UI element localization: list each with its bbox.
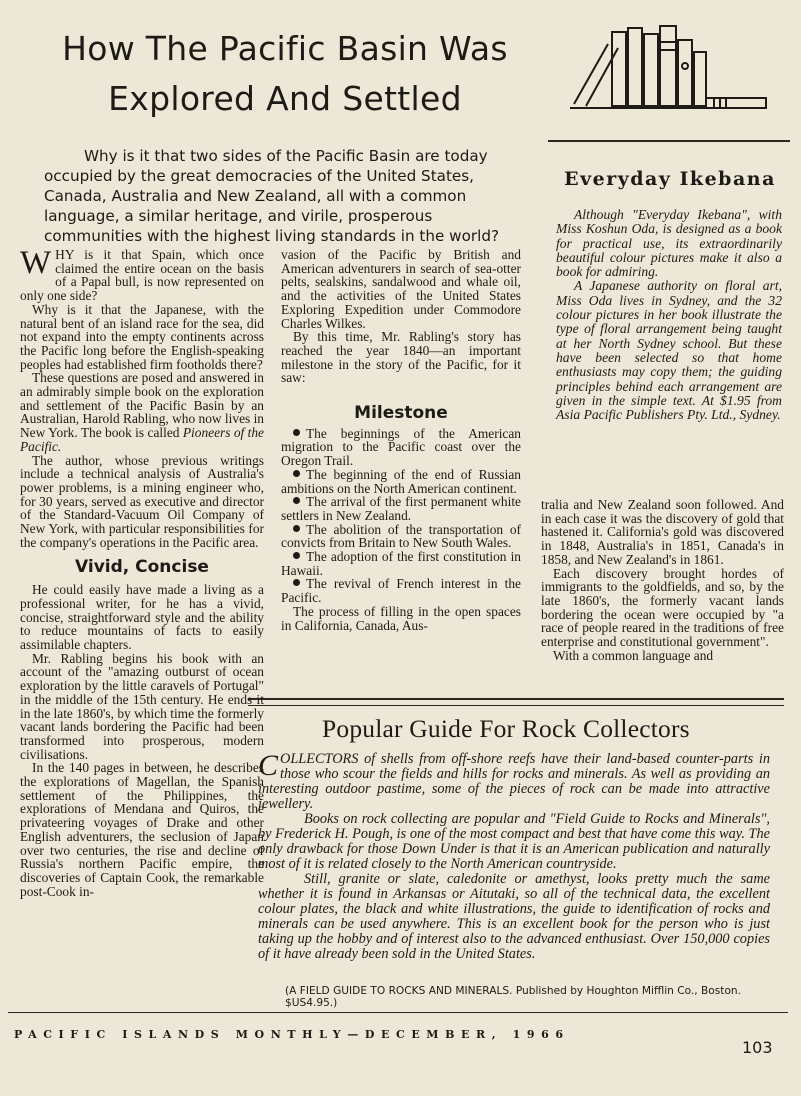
- col3-paragraph-3: With a common language and: [553, 647, 714, 663]
- col1-p3-text: These questions are posed and answered in an admirably simple book on the exploration and settlement of the Pacific Basin by an Australian, Harold Rabling, who now lives in New York. The book is called: [20, 370, 264, 441]
- bullet-icon: [293, 470, 300, 477]
- drop-cap: W: [20, 245, 52, 281]
- col1-paragraph-3: [20, 371, 264, 453]
- intro-paragraph: Why is it that two sides of the Pacific Basin are today occupied by the great democracies of the United States, Canada, Australia and New Zealand, all with a common language, a similar heritage, and virile, prosperous communities with the highest living standards in the world?: [44, 147, 500, 245]
- ikebana-title: Everyday Ikebana: [564, 168, 776, 190]
- rock-paragraph-3: Still, granite or slate, caledonite or amethyst, looks pretty much the same whether it is found in Arkansas or Aitutaki, so all of the technical data, the excellent colour plates, the black and white illustrations, the guide to identification of rocks and minerals can be used anywhere. This is an excellent book for the person who is just taking up the hobby and of interest also to the advanced enthusiast. Over 150,000 copies of it have already been sold in the United States.: [258, 871, 770, 962]
- article-column-2: [281, 248, 521, 632]
- rock-paragraph-1: [258, 749, 770, 812]
- milestone-text: The revival of French interest in the Pacific.: [281, 576, 521, 606]
- milestone-item: [281, 495, 521, 522]
- milestone-item: [281, 523, 521, 550]
- footer-masthead: PACIFIC ISLANDS MONTHLY—DECEMBER, 1966: [14, 1028, 570, 1041]
- rock-review: [258, 749, 770, 962]
- rock-drop-cap: C: [258, 749, 279, 782]
- bullet-icon: [293, 429, 300, 436]
- rock-paragraph-2: Books on rock collecting are popular and "Field Guide to Rocks and Minerals", by Frederick H. Pough, is one of the most compact and best that have come this way. The only drawback for those Down Under is that it is an American publication and naturally most of it is related closely to the North American countryside.: [258, 811, 770, 872]
- col1-p1-text: HY is it that Spain, which once claimed the entire ocean on the basis of a Papal bull, is now represented on only one side?: [20, 247, 264, 304]
- col3-paragraph-2: Each discovery brought hordes of immigrants to the goldfields, and so, by the late 1860's, the formerly vacant lands bordering the ocean were occupied by "a race of people reared in the traditions of free enterprise and constitutional government".: [541, 565, 784, 650]
- books-illustration: [568, 22, 768, 114]
- col1-paragraph-6: Mr. Rabling begins his book with an account of the "amazing outburst of ocean exploration by the little caravels of Portugal" in the middle of the 15th century. He ends it in the late 1860's, by which time the formerly vacant lands bordering the Pacific had been transformed into prosperous, modern civilisations.: [20, 650, 264, 762]
- book-title-italic: Pioneers of the Pacific.: [20, 425, 264, 454]
- col1-paragraph-4: The author, whose previous writings include a technical analysis of Australia's power problems, is a mining engineer who, for 30 years, served as executive and director of the Standard-Vacuum Oil Company of New York, with particular responsibilities for the company's operations in the Pacific area.: [20, 452, 264, 550]
- ikebana-top-rule: [548, 140, 790, 142]
- col2-paragraph-2: By this time, Mr. Rabling's story has reached the year 1840—an important milestone in the story of the Pacific, for it saw:: [281, 329, 521, 386]
- milestone-text: The beginnings of the American migration to the Pacific coast over the Oregon Trail.: [281, 425, 521, 469]
- milestone-item: [281, 427, 521, 468]
- milestone-text: The abolition of the transportation of convicts from Britain to New South Wales.: [281, 521, 521, 551]
- milestone-text: The adoption of the first constitution in Hawaii.: [281, 549, 521, 578]
- article-intro: [44, 146, 520, 246]
- rock-review-title: Popular Guide For Rock Collectors: [322, 714, 690, 743]
- bullet-icon: [293, 579, 300, 586]
- milestone-text: The beginning of the end of Russian ambitions on the North American continent.: [281, 466, 521, 496]
- article-title-line-2: Explored And Settled: [108, 79, 462, 118]
- rock-top-rule-2: [248, 705, 784, 706]
- milestone-item: [281, 468, 521, 495]
- rock-citation: (A FIELD GUIDE TO ROCKS AND MINERALS. Published by Houghton Mifflin Co., Boston. $US4.95.): [285, 985, 742, 1009]
- article-title-line-1: How The Pacific Basin Was: [62, 29, 508, 68]
- page-number: 103: [742, 1038, 773, 1057]
- col1-paragraph-2: Why is it that the Japanese, with the natural bent of an island race for the sea, did not expand into the empty continents across the Pacific long before the English-speaking peoples had established firm footholds there?: [20, 301, 264, 372]
- milestone-item: [281, 577, 521, 604]
- rock-p1-text: OLLECTORS of shells from off-shore reefs have their land-based counter-parts in those who scour the fields and hills for rocks and minerals. As well as providing an interesting outdoor pastime, some of the pieces of rock can be made into attractive jewellery.: [258, 751, 770, 812]
- ikebana-paragraph-2: A Japanese authority on floral art, Miss Oda lives in Sydney, and the 32 colour pictures in her book illustrate the type of floral arrangement being taught at her North Sydney school. But these have been selected so that home enthusiasts may copy them; the guiding principles behind each arrangement are given in the simple text. At $1.95 from Asia Pacific Publishers Pty. Ltd., Sydney.: [556, 278, 782, 423]
- col2-paragraph-3: The process of filling in the open spaces in California, Canada, Aus-: [281, 603, 521, 633]
- col1-paragraph-5: He could easily have made a living as a professional writer, for he has a vivid, concise, straightforward style and the ability to reduce mountains of facts to easily assimilable chapters.: [20, 582, 264, 652]
- footer-rule: [8, 1012, 788, 1013]
- col2-paragraph-1: vasion of the Pacific by British and American adventurers in search of sea-otter pelts, sealskins, sandalwood and whale oil, and the activities of the United States Exploring Expedition under Commodore Charles Wilkes.: [281, 247, 521, 331]
- article-title: [40, 24, 530, 124]
- rock-top-rule-1: [248, 698, 784, 700]
- bullet-icon: [293, 552, 300, 559]
- col3-paragraph-1: tralia and New Zealand soon followed. And in each case it was the discovery of gold that hastened it. California's gold was discovered in 1848, Australia's in 1851, Canada's in 1858, and New Zealand's in 1861.: [541, 497, 784, 567]
- milestone-text: The arrival of the first permanent white settlers in New Zealand.: [281, 494, 521, 523]
- col1-paragraph-7: In the 140 pages in between, he describes the explorations of Magellan, the Spanish settlement of the Philippines, the explorations of Mendana and Quiros, the privateering voyages of Drake and other English adventurers, the seclusion of Japan over two centuries, the rise and decline of Russia's northern Pacific empire, the discoveries of Captain Cook, the remarkable post-Cook in-: [20, 760, 264, 899]
- ikebana-review: [556, 208, 782, 422]
- bullet-icon: [293, 525, 300, 532]
- article-column-3: [541, 498, 784, 662]
- article-column-1: [20, 245, 264, 899]
- ikebana-paragraph-1: Although "Everyday Ikebana", with Miss Koshun Oda, is designed as a book for practical use, its extraordinarily beautiful colour pictures make it also a book for admiring.: [556, 207, 782, 280]
- subhead-vivid-concise: Vivid, Concise: [75, 557, 209, 578]
- subhead-milestone: Milestone: [354, 403, 448, 424]
- col1-paragraph-1: [20, 245, 264, 304]
- bullet-icon: [293, 497, 300, 504]
- milestone-item: [281, 550, 521, 577]
